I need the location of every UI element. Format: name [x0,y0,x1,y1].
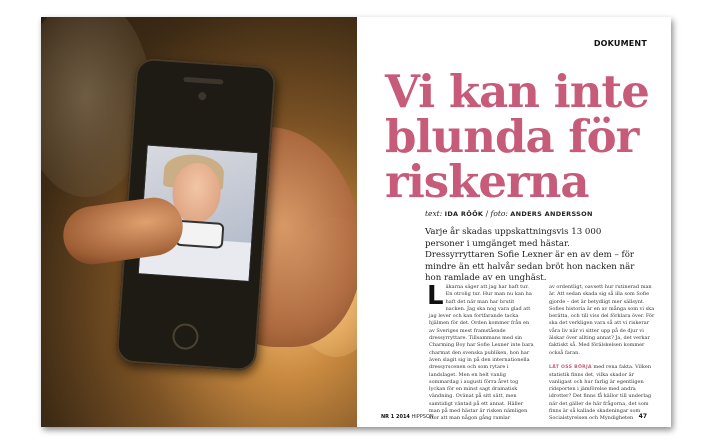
body-column-2 [549,284,655,423]
issue-number: NR 1 2014 [381,414,410,420]
ingress: Varje år skadas uppskattningsvis 13 000 personer i umgänget med hästar. Dressyrryttaren Sofie Lexner är en av dem – för mindre än ett halvår sedan bröt hon nacken när hon ramlade av en unghäst. [425,227,635,284]
phone-speaker [183,77,223,85]
body-column-1 [427,281,535,423]
magazine-name: HIPPSON [411,414,434,420]
article-page [357,17,671,427]
phone-photo [41,17,357,427]
byline-photographer: ANDERS ANDERSSON [510,210,593,218]
byline [425,209,593,218]
byline-text-label: text: [425,209,443,218]
body-subhead: LÄT OSS BÖRJA [549,365,592,371]
footer-issue [381,414,434,420]
body-text-2b: med rena fakta. Vilken statistik finns det, vilka skador är vanligast och hur farlig är egentligen ridsporten i jämförelse med andra idrotter? Det finns få källor till underlag när det gäller de här frågorna, det som finns är så kallade skadeningar som Socialstyrelsen och Myndigheten [549,364,652,422]
body-text-2a: av ordentligt, oavsett hur rutinerad man är. Att sedan skada sig så illa som Sofie gjorde – det är betydligt mer sällsynt. Sofies historia är en av många som vi ska berätta, och till viss del förklara över. För ska det verkligen vara så att vi riskerar våra liv när vi sitter upp på de djur vi älskar över allting annat? Ja, det verkar faktiskt så. Med förälskelsen kommer också faran. [549,284,655,356]
magazine-spread [41,17,671,427]
drop-cap: L [427,281,444,311]
body-text-1: äkarna säger att jag har haft tur. En otrolig tur. Hur man nu kan ha haft det när man har brutit nacken. Jag ska nog vara glad att jag lever och kan fortfarande tacka hjälmen för det. Orden kommer från en av Sveriges mest framstående dressyrryttare. Tillsammans med sin Charming Boy har Sofie Lexner inte bara charmat den svenska publiken, hon har även slagit sig in på den internationella dressyrscenen och som rytare i landslaget. Men en helt vanlig sommardag i augusti förra året tog lyckan för en minst sagt dramatisk vändning. Ovänat på sitt sätt, men samtidigt väntad på ett annat. Häller man på med hästar är risken nämligen stor att man någon gång ramlar [429,284,534,422]
phone-home-button [172,323,200,351]
byline-separator: / [485,209,489,218]
byline-foto-label: foto: [490,209,508,218]
headline: Vi kan inte blunda för riskerna [385,65,649,208]
byline-author: IDA RÖÖK [444,210,484,218]
page-number: 47 [638,413,647,420]
section-label: DOKUMENT [593,39,647,48]
phone-camera [198,92,207,101]
